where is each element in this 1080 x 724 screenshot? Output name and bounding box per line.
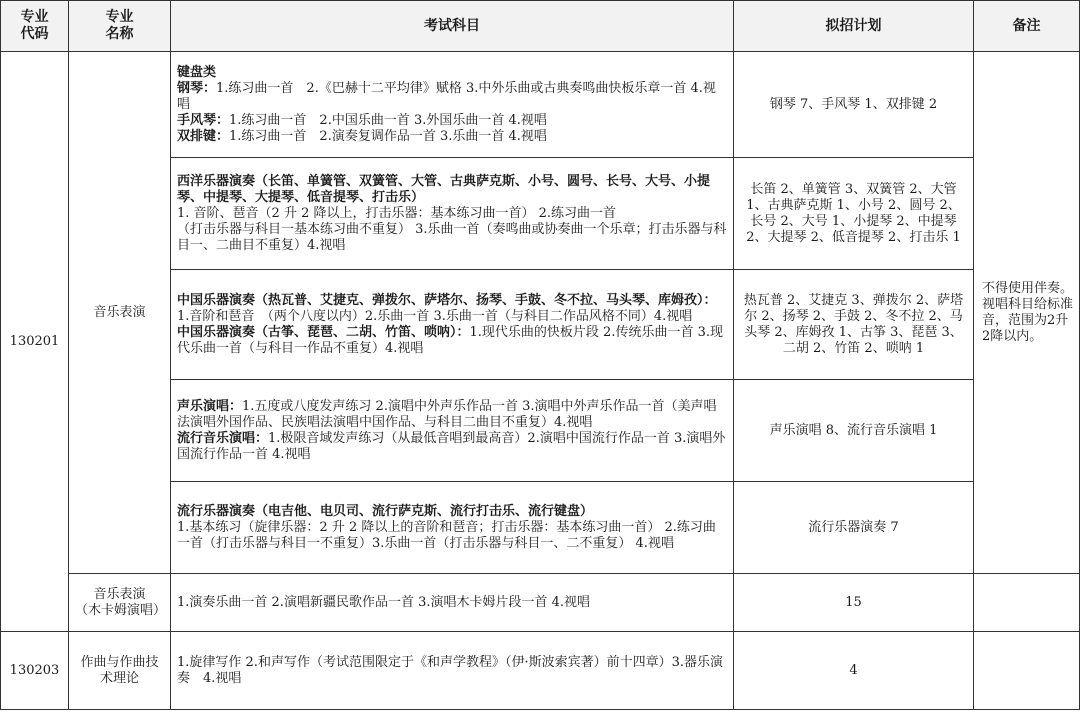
subjects-pop-instruments: 流行乐器演奏（电吉他、电贝司、流行萨克斯、流行打击乐、流行键盘） 1.基本练习（旋律乐器：2 升 2 降以上的音阶和琶音；打击乐器：基本练习曲一首） 2.练习曲一首（打击乐器与科目一不重复）3.乐曲一首（打击乐器与科目一、二不重复） 4.视唱 [171,482,734,574]
subjects-keyboard [171,52,734,158]
table-row [1,574,1080,632]
major-name-composition: 作曲与作曲技术理论 [69,632,171,710]
subjects-western-instruments: 西洋乐器演奏（长笛、单簧管、双簧管、大管、古典萨克斯、小号、圆号、长号、大号、小提琴、中提琴、大提琴、低音提琴、打击乐） 1. 音阶、琶音（2 升 2 降以上，打击乐器：基本练习曲一首） 2.练习曲一首 （打击乐器与科目一基本练习曲不重复） 3.乐曲一首（奏鸣曲或协奏曲一个乐章；打击乐器与科目一、二曲目不重复）4.视唱 [171,158,734,270]
subjects-muqam: 1.演奏乐曲一首 2.演唱新疆民歌作品一首 3.演唱木卡姆片段一首 4.视唱 [171,574,734,632]
plan-keyboard: 钢琴 7、手风琴 1、双排键 2 [734,52,974,158]
subjects-chinese-instruments [171,270,734,380]
subject-item: 钢琴：1.练习曲一首 2.《巴赫十二平均律》赋格 3.中外乐曲或古典奏鸣曲快板乐章一首 4.视唱 [177,80,716,112]
major-code-cell: 130201 [1,52,69,632]
header-major-code: 专业 代码 [1,1,69,52]
plan-western-instruments: 长笛 2、单簧管 3、双簧管 2、大管 1、古典萨克斯 1、小号 2、圆号 2、长号 2、大号 1、小提琴 2、中提琴 2、大提琴 2、低音提琴 2、打击乐 1 [734,158,974,270]
subject-item: 流行音乐演唱：1.极限音域发声练习（从最低音唱到最高音）2.演唱中国流行作品一首 3.演唱外国流行作品一首 4.视唱 [177,430,726,462]
table-row [1,632,1080,710]
subject-item: 双排键：1.练习曲一首 2.演奏复调作品一首 3.乐曲一首 4.视唱 [177,128,547,144]
subjects-composition: 1.旋律写作 2.和声写作（考试范围限定于《和声学教程》（伊·斯波索宾著）前十四章）3.器乐演奏 4.视唱 [171,632,734,710]
plan-composition: 4 [734,632,974,710]
subject-item: 声乐演唱：1.五度或八度发声练习 2.演唱中外声乐作品一首 3.演唱中外声乐作品一首（美声唱法演唱外国作品、民族唱法演唱中国作品、与科目二曲目不重复）4.视唱 [177,398,717,430]
remarks-composition [974,632,1080,710]
major-name-muqam: 音乐表演 （木卡姆演唱） [69,574,171,632]
remarks-muqam [974,574,1080,632]
header-exam-subjects: 考试科目 [171,1,734,52]
header-remarks: 备注 [974,1,1080,52]
subject-item: 中国乐器演奏（热瓦普、艾捷克、弹拨尔、萨塔尔、扬琴、手鼓、冬不拉、马头琴、库姆孜）：1.音阶和琶音 （两个八度以内）2.乐曲一首 3.乐曲一首（与科目二作品风格不同）4.视唱 [177,292,717,324]
major-code-cell: 130203 [1,632,69,710]
subject-item: 中国乐器演奏（古筝、琵琶、二胡、竹笛、唢呐）：1.现代乐曲的快板片段 2.传统乐曲一首 3.现代乐曲一首（与科目一作品不重复）4.视唱 [177,324,723,356]
plan-chinese-instruments: 热瓦普 2、艾捷克 3、弹拨尔 2、萨塔尔 2、扬琴 2、手鼓 2、冬不拉 2、马头琴 2、库姆孜 1、古筝 3、琵琶 3、二胡 2、竹笛 2、唢呐 1 [734,270,974,380]
table-header-row [1,1,1080,52]
plan-muqam: 15 [734,574,974,632]
header-major-name: 专业 名称 [69,1,171,52]
subjects-vocal [171,380,734,482]
major-name-cell: 音乐表演 [69,52,171,574]
category-label: 键盘类 [177,64,217,80]
remarks-cell: 不得使用伴奏。 视唱科目给标准音，范围为2升2降以内。 [974,52,1080,574]
table-row [1,52,1080,158]
subject-item: 手风琴：1.练习曲一首 2.中国乐曲一首 3.外国乐曲一首 4.视唱 [177,112,547,128]
plan-vocal: 声乐演唱 8、流行音乐演唱 1 [734,380,974,482]
header-enrollment-plan: 拟招计划 [734,1,974,52]
plan-pop-instruments: 流行乐器演奏 7 [734,482,974,574]
